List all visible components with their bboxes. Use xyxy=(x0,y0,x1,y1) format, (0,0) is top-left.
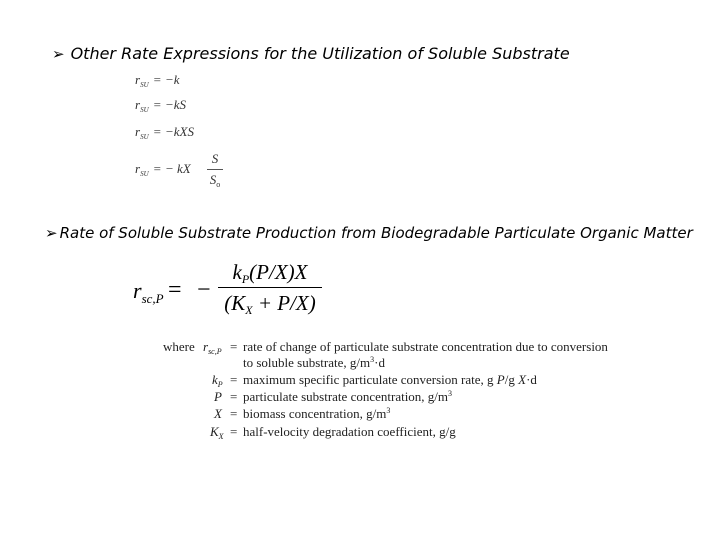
fraction-denominator xyxy=(206,172,224,189)
rate-expression-3 xyxy=(135,124,194,141)
rate-lhs-sub: SU xyxy=(140,133,149,141)
definition-equals: = xyxy=(230,424,238,439)
arrow-bullet-icon: ➢ xyxy=(45,224,58,242)
rate-expression-1 xyxy=(135,72,180,89)
num-k: k xyxy=(232,260,242,284)
def-text-italic: X xyxy=(518,372,527,387)
heading-soluble-substrate-production xyxy=(45,224,693,242)
definition-symbol xyxy=(212,372,223,389)
def-symbol-main: K xyxy=(210,424,219,439)
fraction-numerator: S xyxy=(211,151,219,166)
fraction-denominator-symbol: S xyxy=(209,172,217,187)
heading-text: Rate of Soluble Substrate Production from Biodegradable Particulate Organic Matter xyxy=(59,224,693,242)
fraction-bar xyxy=(207,169,223,170)
definition-text: rate of change of particulate substrate concentration due to conversion xyxy=(243,339,608,354)
def-symbol-sub: P xyxy=(217,380,223,389)
rate-rhs: − kX xyxy=(164,161,191,176)
def-text-part: maximum specific particulate conversion rate, g xyxy=(243,372,497,387)
main-numerator xyxy=(218,260,322,287)
definition-symbol: X xyxy=(214,406,222,421)
num-k-sub: P xyxy=(241,272,250,286)
def-text-part: biomass concentration, g/m xyxy=(243,406,387,421)
rate-rhs: −kXS xyxy=(164,124,194,139)
main-fraction-bar xyxy=(218,287,322,288)
definition-text-continued xyxy=(243,355,385,371)
definition-text: half-velocity degradation coefficient, g/g xyxy=(243,424,456,439)
num-rest: (P/X)X xyxy=(249,260,308,284)
definition-text xyxy=(243,389,452,405)
heading-other-rate-expressions xyxy=(52,44,570,63)
rate-rhs: −kS xyxy=(164,97,187,112)
def-cont-tail: ·d xyxy=(374,355,385,370)
rate-lhs: r xyxy=(135,161,141,176)
den-sub: X xyxy=(245,303,253,317)
equals-sign: = xyxy=(153,72,161,87)
def-text-part: particulate substrate concentration, g/m xyxy=(243,389,449,404)
rate-lhs-sub: SU xyxy=(140,106,149,114)
rate-lhs-sub: SU xyxy=(140,170,149,178)
definition-equals: = xyxy=(230,339,238,354)
def-text-italic: P xyxy=(496,372,505,387)
rate-rhs: −k xyxy=(164,72,180,87)
den-open: (K xyxy=(224,291,246,315)
def-text-sup: 3 xyxy=(386,406,391,415)
where-label: where xyxy=(163,339,195,354)
definition-symbol: P xyxy=(214,389,222,404)
def-symbol-main: k xyxy=(212,372,218,387)
arrow-bullet-icon: ➢ xyxy=(52,45,65,63)
equals-sign: = xyxy=(153,97,161,112)
def-cont-sup: 3 xyxy=(370,355,375,364)
def-cont-text: to soluble substrate, g/m xyxy=(243,355,371,370)
rate-expression-2 xyxy=(135,97,186,114)
main-lhs-sub: sc,P xyxy=(141,291,164,306)
definition-symbol xyxy=(210,424,224,441)
heading-text: Other Rate Expressions for the Utilization of Soluble Substrate xyxy=(70,44,570,63)
rate-lhs-sub: SU xyxy=(140,81,149,89)
main-lhs-symbol: r xyxy=(133,278,142,303)
def-symbol-sub: sc,P xyxy=(208,347,222,356)
fraction-denominator-sub: o xyxy=(216,180,221,189)
def-text-tail: /g xyxy=(504,372,519,387)
definition-symbol xyxy=(203,339,222,356)
definition-equals: = xyxy=(230,372,238,387)
rate-lhs: r xyxy=(135,72,141,87)
definition-equals: = xyxy=(230,389,238,404)
main-minus-sign: − xyxy=(197,277,211,303)
def-text-sup: 3 xyxy=(448,389,453,398)
def-text-tail: ·d xyxy=(526,372,537,387)
def-symbol-main: r xyxy=(203,339,209,354)
definition-text xyxy=(243,406,390,422)
main-equation-lhs xyxy=(133,278,164,307)
rate-expression-4 xyxy=(135,161,191,178)
rate-lhs: r xyxy=(135,97,141,112)
def-symbol-sub: X xyxy=(218,432,224,441)
equals-sign: = xyxy=(153,161,161,176)
den-rest: + P/X) xyxy=(252,291,316,315)
equals-sign: = xyxy=(153,124,161,139)
definition-equals: = xyxy=(230,406,238,421)
rate-lhs: r xyxy=(135,124,141,139)
main-denominator xyxy=(218,291,322,318)
main-equals-sign: = xyxy=(168,277,182,303)
definition-text xyxy=(243,372,537,388)
